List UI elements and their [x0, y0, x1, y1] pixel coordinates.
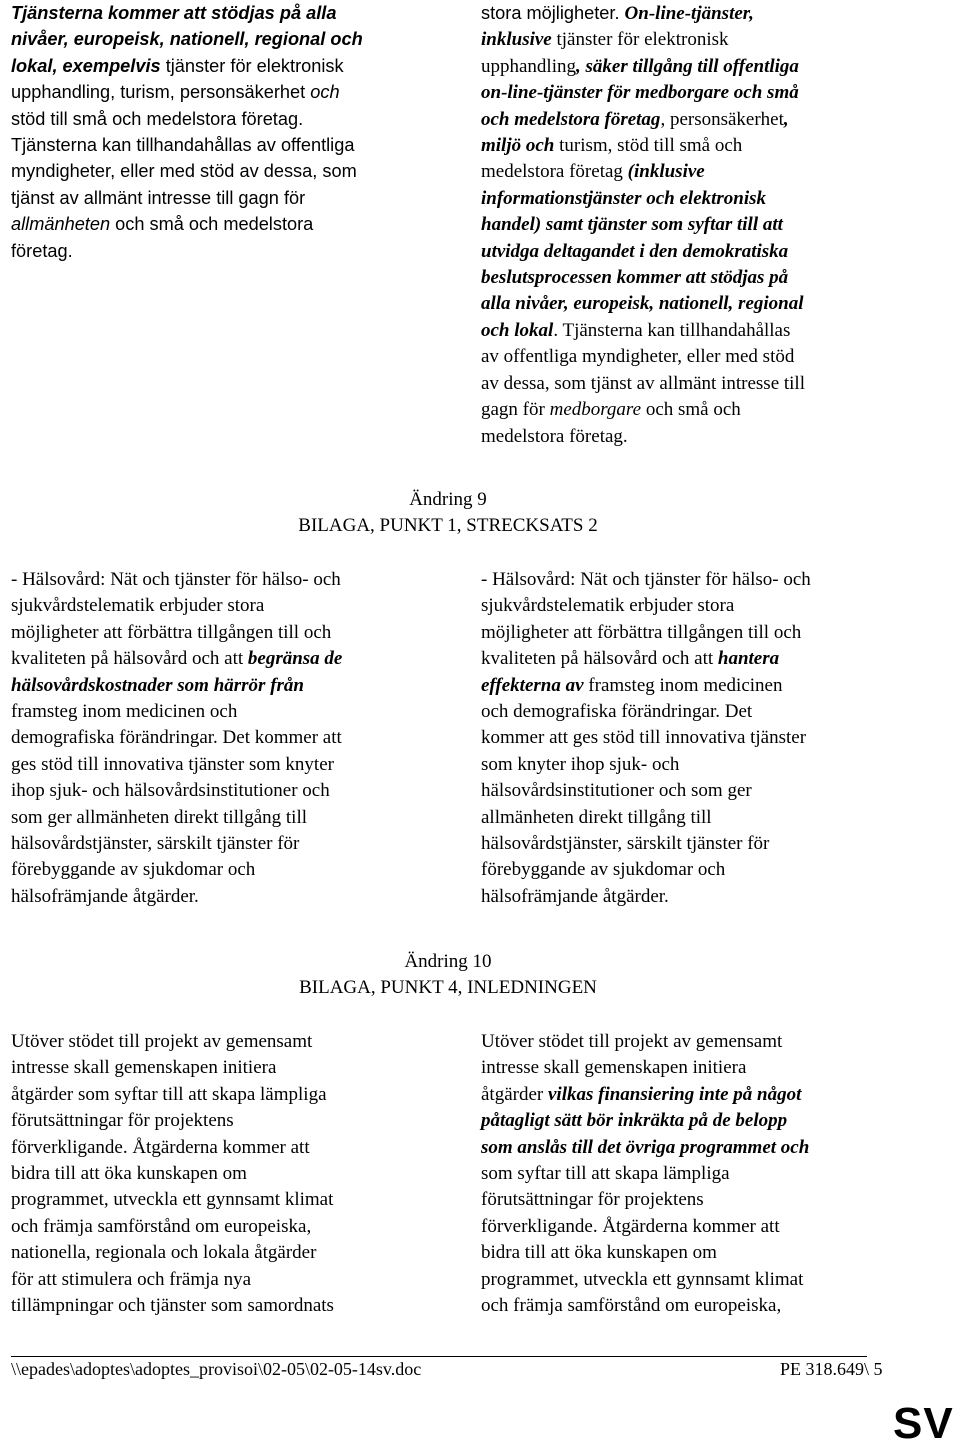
amendment-title: Ändring 9 [409, 489, 487, 510]
text-line: av offentliga myndigheter, eller med stöd [481, 346, 795, 368]
text-line: myndigheter, eller med stöd av dessa, som [11, 161, 357, 182]
text-line: - Hälsovård: Nät och tjänster för hälso- och [11, 569, 341, 590]
text-line: upphandling, säker tillgång till offentliga [481, 55, 799, 77]
text-line: stöd till små och medelstora företag. [11, 108, 304, 129]
text-line: Tjänsterna kommer att stödjas på alla [11, 3, 337, 23]
text-line: bidra till att öka kunskapen om [481, 1242, 717, 1264]
top-right-paragraph [481, 0, 901, 450]
text-line: ihop sjuk- och hälsovårdsinstitutioner och [11, 780, 330, 802]
text-line: effekterna av framsteg inom medicinen [481, 674, 783, 696]
text-line: allmänheten direkt tillgång till [481, 806, 712, 828]
amendment-10-heading [0, 949, 896, 1002]
text-line: som syftar till att skapa lämpliga [481, 1163, 730, 1185]
text-line: medelstora företag. [481, 425, 628, 447]
amendment-9-heading [0, 487, 896, 540]
text-line: ges stöd till innovativa tjänster som knyter [11, 753, 334, 775]
text-line: Utöver stödet till projekt av gemensamt [481, 1031, 783, 1052]
amendment-9-original-text [11, 567, 431, 910]
text-line: - Hälsovård: Nät och tjänster för hälso- och [481, 569, 811, 590]
text-line: åtgärder vilkas finansiering inte på något [481, 1083, 802, 1105]
text-line: förebyggande av sjukdomar och [11, 859, 256, 881]
text-line: handel) samt tjänster som syftar till att [481, 214, 783, 236]
text-line: Utöver stödet till projekt av gemensamt [11, 1031, 313, 1052]
text-line: kvaliteten på hälsovård och att begränsa de [11, 648, 343, 670]
amendment-subtitle: BILAGA, PUNKT 1, STRECKSATS 2 [298, 515, 598, 537]
amendment-10-amended-text [481, 1029, 901, 1319]
text-line: som anslås till det övriga programmet och [481, 1136, 810, 1158]
text-line: stora möjligheter. On-line-tjänster, [481, 3, 754, 24]
amendment-10-original-text [11, 1029, 431, 1319]
language-code: SV [893, 1399, 954, 1448]
text-line: möjligheter att förbättra tillgången till och [11, 621, 332, 643]
text-line: möjligheter att förbättra tillgången till och [481, 621, 802, 643]
text-line: sjukvårdstelematik erbjuder stora [11, 595, 265, 617]
text-line: förverkligande. Åtgärderna kommer att [481, 1215, 780, 1237]
text-line: gagn för medborgare och små och [481, 399, 741, 421]
text-line: kvaliteten på hälsovård och att hantera [481, 648, 780, 670]
amendment-subtitle: BILAGA, PUNKT 4, INLEDNINGEN [299, 977, 597, 999]
top-left-paragraph [11, 0, 431, 264]
text-line: Tjänsterna kan tillhandahållas av offentliga [11, 135, 355, 156]
text-line: av dessa, som tjänst av allmänt intresse till [481, 372, 805, 394]
text-line: hälsofrämjande åtgärder. [481, 885, 669, 907]
text-line: intresse skall gemenskapen initiera [481, 1057, 747, 1079]
text-line: lokal, exempelvis tjänster för elektronisk [11, 55, 344, 76]
text-line: och främja samförstånd om europeiska, [481, 1295, 782, 1317]
text-line: beslutsprocessen kommer att stödjas på [481, 267, 789, 289]
footer-reference: PE 318.649\ 5 [780, 1359, 883, 1379]
footer-file-path: \\epades\adoptes\adoptes_provisoi\02-05\02-05-14sv.doc [11, 1359, 422, 1379]
amendment-title: Ändring 10 [404, 951, 492, 972]
text-line: sjukvårdstelematik erbjuder stora [481, 595, 735, 617]
text-line: och lokal. Tjänsterna kan tillhandahållas [481, 319, 791, 341]
text-line: förebyggande av sjukdomar och [481, 859, 726, 881]
text-line: som ger allmänheten direkt tillgång till [11, 806, 308, 828]
text-line: förutsättningar för projektens [481, 1189, 704, 1211]
text-line: för att stimulera och främja nya [11, 1268, 252, 1290]
text-line: och medelstora företag, personsäkerhet, [481, 108, 789, 130]
text-line: förutsättningar för projektens [11, 1110, 234, 1132]
text-line: utvidga deltagandet i den demokratiska [481, 240, 789, 262]
text-line: kommer att ges stöd till innovativa tjänster [481, 727, 807, 749]
text-line: upphandling, turism, personsäkerhet och [11, 82, 340, 103]
text-line: allmänheten och små och medelstora [11, 214, 314, 235]
text-line: on-line-tjänster för medborgare och små [481, 82, 799, 104]
text-line: företag. [11, 240, 73, 261]
text-line: åtgärder som syftar till att skapa lämpliga [11, 1083, 327, 1105]
text-line: intresse skall gemenskapen initiera [11, 1057, 277, 1079]
text-line: tillämpningar och tjänster som samordnats [11, 1295, 334, 1317]
text-line: hälsovårdsinstitutioner och som ger [481, 780, 752, 802]
text-line: och främja samförstånd om europeiska, [11, 1215, 312, 1237]
text-line: alla nivåer, europeisk, nationell, regional [481, 293, 804, 315]
text-line: tjänst av allmänt intresse till gagn för [11, 187, 306, 208]
text-line: hälsovårdstjänster, särskilt tjänster för [11, 833, 300, 855]
text-line: hälsofrämjande åtgärder. [11, 885, 199, 907]
amendment-9-amended-text [481, 567, 901, 910]
text-line: som knyter ihop sjuk- och [481, 753, 680, 775]
text-line: bidra till att öka kunskapen om [11, 1163, 247, 1185]
text-line: inklusive tjänster för elektronisk [481, 29, 729, 51]
text-line: programmet, utveckla ett gynnsamt klimat [11, 1189, 334, 1211]
text-line: och demografiska förändringar. Det [481, 701, 753, 723]
text-line: programmet, utveckla ett gynnsamt klimat [481, 1268, 804, 1290]
text-line: hälsovårdstjänster, särskilt tjänster för [481, 833, 770, 855]
text-line: informationstjänster och elektronisk [481, 187, 767, 209]
text-line: miljö och turism, stöd till små och [481, 135, 743, 157]
text-line: framsteg inom medicinen och [11, 701, 238, 723]
text-line: nationella, regionala och lokala åtgärder [11, 1242, 317, 1264]
text-line: demografiska förändringar. Det kommer att [11, 727, 342, 749]
text-line: påtagligt sätt bör inkräkta på de belopp [481, 1110, 788, 1132]
text-line: medelstora företag (inklusive [481, 161, 705, 183]
text-line: nivåer, europeisk, nationell, regional och [11, 29, 363, 50]
text-line: hälsovårdskostnader som härrör från [11, 674, 304, 696]
text-line: förverkligande. Åtgärderna kommer att [11, 1136, 310, 1158]
